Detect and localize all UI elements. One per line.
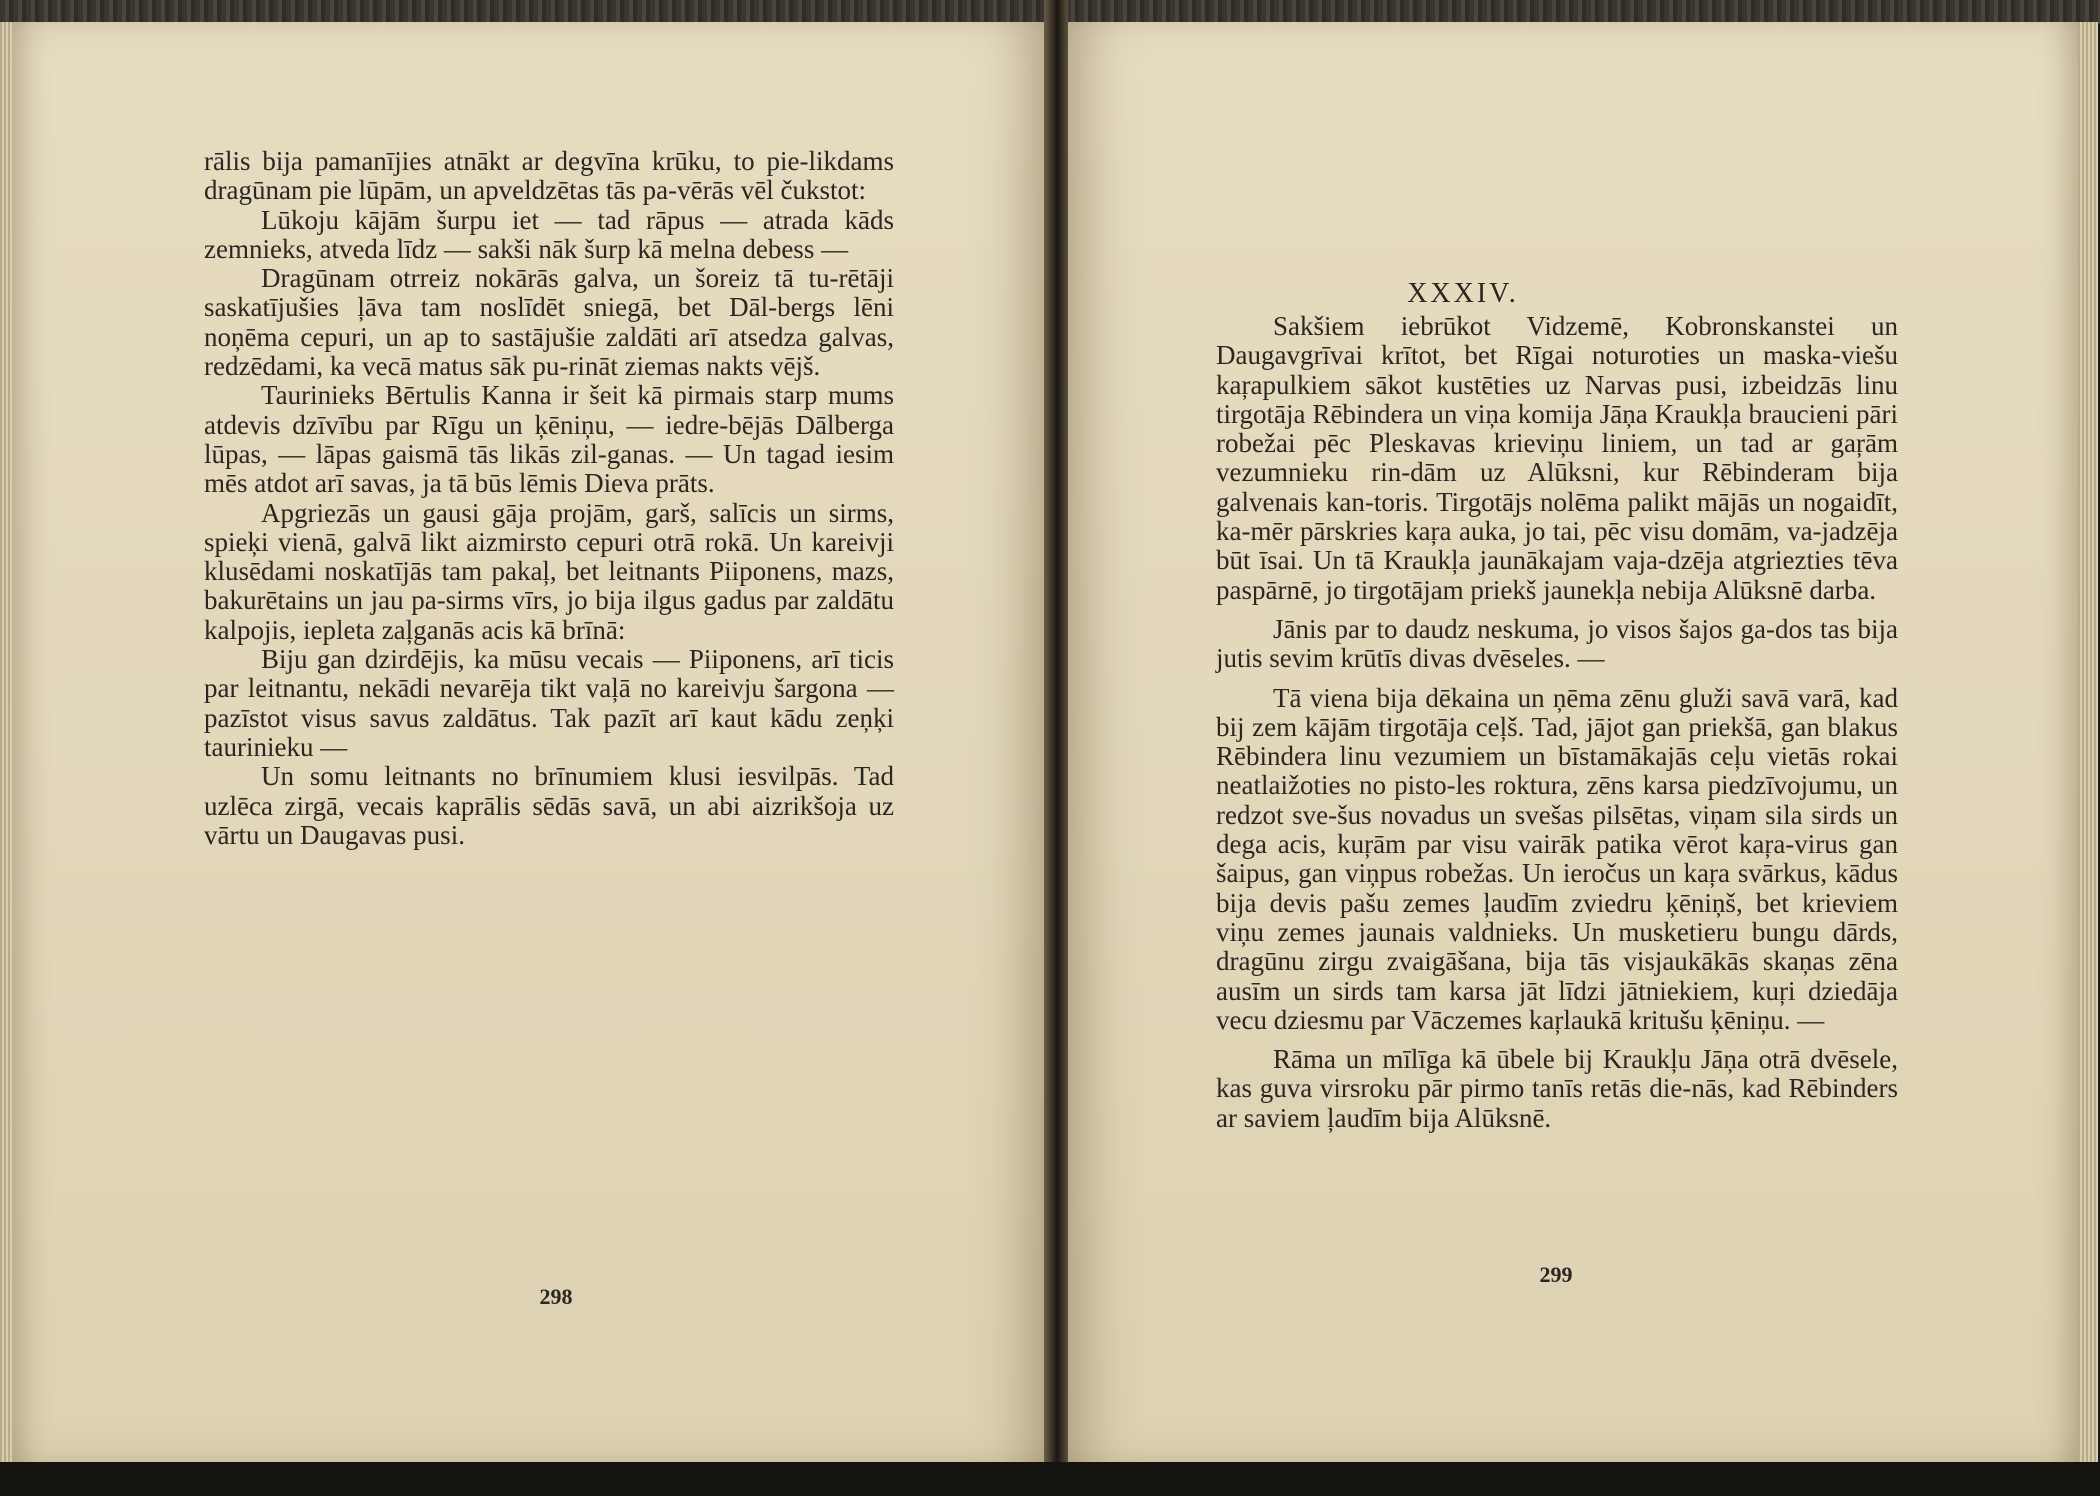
right-page — [1068, 22, 2078, 1462]
chapter-heading: XXXIV. — [1407, 278, 1519, 309]
paragraph: Un somu leitnants no brīnumiem klusi iesvilpās. Tad uzlēca zirgā, vecais kaprālis sēdās savā, un abi aizrikšoja uz vārtu un Daugavas pusi. — [204, 761, 894, 850]
paragraph: Apgriezās un gausi gāja projām, garš, salīcis un sirms, spieķi vienā, galvā likt aizmirsto cepuri otrā rokā. Un kareivji klusēdami noskatījās tam pakaļ, bet leitnants Piiponens, mazs, bakurētains un jau pa-sirms vīrs, jo bija ilgus gadus par zaldātu kalpojis, iepleta zaļganās acis kā brīnā: — [204, 497, 894, 645]
paragraph: Biju gan dzirdējis, ka mūsu vecais — Piiponens, arī ticis par leitnantu, nekādi nevarēja tikt vaļā no kareivju šargona — pazīstot visus savus zaldātus. Tak pazīt arī kaut kādu zeņķi taurinieku — — [204, 644, 894, 762]
paragraph: Lūkoju kājām šurpu iet — tad rāpus — atrada kāds zemnieks, atveda līdz — sakši nāk šurp kā melna debess — — [204, 204, 894, 264]
page-number-right: 299 — [1539, 1262, 1573, 1287]
paragraph: Rāma un mīlīga kā ūbele bij Kraukļu Jāņa otrā dvēsele, kas guva virsroku pār pirmo tanīs retās die-nās, kad Rēbinders ar saviem ļaudīm bija Alūksnē. — [1216, 1044, 1898, 1133]
book-bottom-shadow — [0, 1462, 2100, 1496]
paragraph: Taurinieks Bērtulis Kanna ir šeit kā pirmais starp mums atdevis dzīvību par Rīgu un ķēniņu, — iedre-bējās Dālberga lūpas, — lāpas gaismā tās likās zil-ganas. — Un tagad iesim mēs atdot arī savas, ja tā būs lēmis Dieva prāts. — [204, 380, 894, 499]
right-page-edges — [2078, 22, 2098, 1462]
paragraph: Dragūnam otrreiz nokārās galva, un šoreiz tā tu-rētāji saskatījušies ļāva tam noslīdēt sniegā, bet Dāl-bergs lēni noņēma cepuri, un ap to sastājušie zaldāti arī atsedza galvas, redzēdami, ka vecā matus sāk pu-rināt ziemas nakts vējš. — [204, 263, 894, 382]
paragraph: rālis bija pamanījies atnākt ar degvīna krūku, to pie-likdams dragūnam pie lūpām, un apveldzētas tās pa-vērās vēl čukstot: — [204, 146, 894, 206]
chapter-heading-wrap — [1068, 278, 2078, 310]
left-page-text — [204, 147, 894, 850]
right-page-text — [1216, 312, 1898, 1133]
paragraph: Jānis par to daudz neskuma, jo visos šajos ga-dos tas bija jutis sevim krūtīs divas dvēseles. — — [1216, 613, 1898, 674]
left-page — [12, 22, 1044, 1462]
book-gutter — [1044, 0, 1068, 1496]
paragraph: Sakšiem iebrūkot Vidzemē, Kobronskanstei un Daugavgrīvai krītot, bet Rīgai noturoties un maska-viešu kaŗapulkiem sākot kustēties uz Narvas pusi, izbeidzās linu tirgotāja Rēbindera un viņa komija Jāņa Kraukļa braucieni pāri robežai pēc Pleskavas krieviņu liniem, un tad ar gaŗām vezumnieku rin-dām uz Alūksni, kur Rēbinderam bija galvenais kan-toris. Tirgotājs nolēma palikt mājās un nogaidīt, ka-mēr pārskries kaŗa auka, jo tai, pēc visu domām, va-jadzēja būt īsai. Un tā Kraukļa jaunākajam vaja-dzēja atgriezties tēva paspārnē, jo tirgotājam priekš jaunekļa nebija Alūksnē darba. — [1216, 311, 1898, 605]
page-number-left: 298 — [539, 1284, 573, 1309]
paragraph: Tā viena bija dēkaina un ņēma zēnu gluži savā varā, kad bij zem kājām tirgotāja ceļš. Tad, jājot gan priekšā, gan blakus Rēbindera linu vezumiem un bīstamākajās ceļu vietās rokai neatlaižoties no pisto-les roktura, zēns karsa piedzīvojumu, un redzot sve-šus novadus un svešas pilsētas, viņam sila sirds un dega acis, kuŗām par visu vairāk patika vērot kaŗa-virus gan šaipus, gan viņpus robežas. Un ieročus un kaŗa svārkus, kādus bija devis pašu zemes ļaudīm zviedru ķēniņš, bet krieviem viņu zemes jaunais valdnieks. Un musketieru bungu dārds, dragūnu zirgu zvaigāšana, bija tās visjaukākās skaņas zēna ausīm un sirds tam karsa jāt līdzi jātniekiem, kuŗi dziedāja vecu dziesmu par Vāczemes kaŗlaukā kritušu ķēniņu. — — [1216, 682, 1898, 1035]
